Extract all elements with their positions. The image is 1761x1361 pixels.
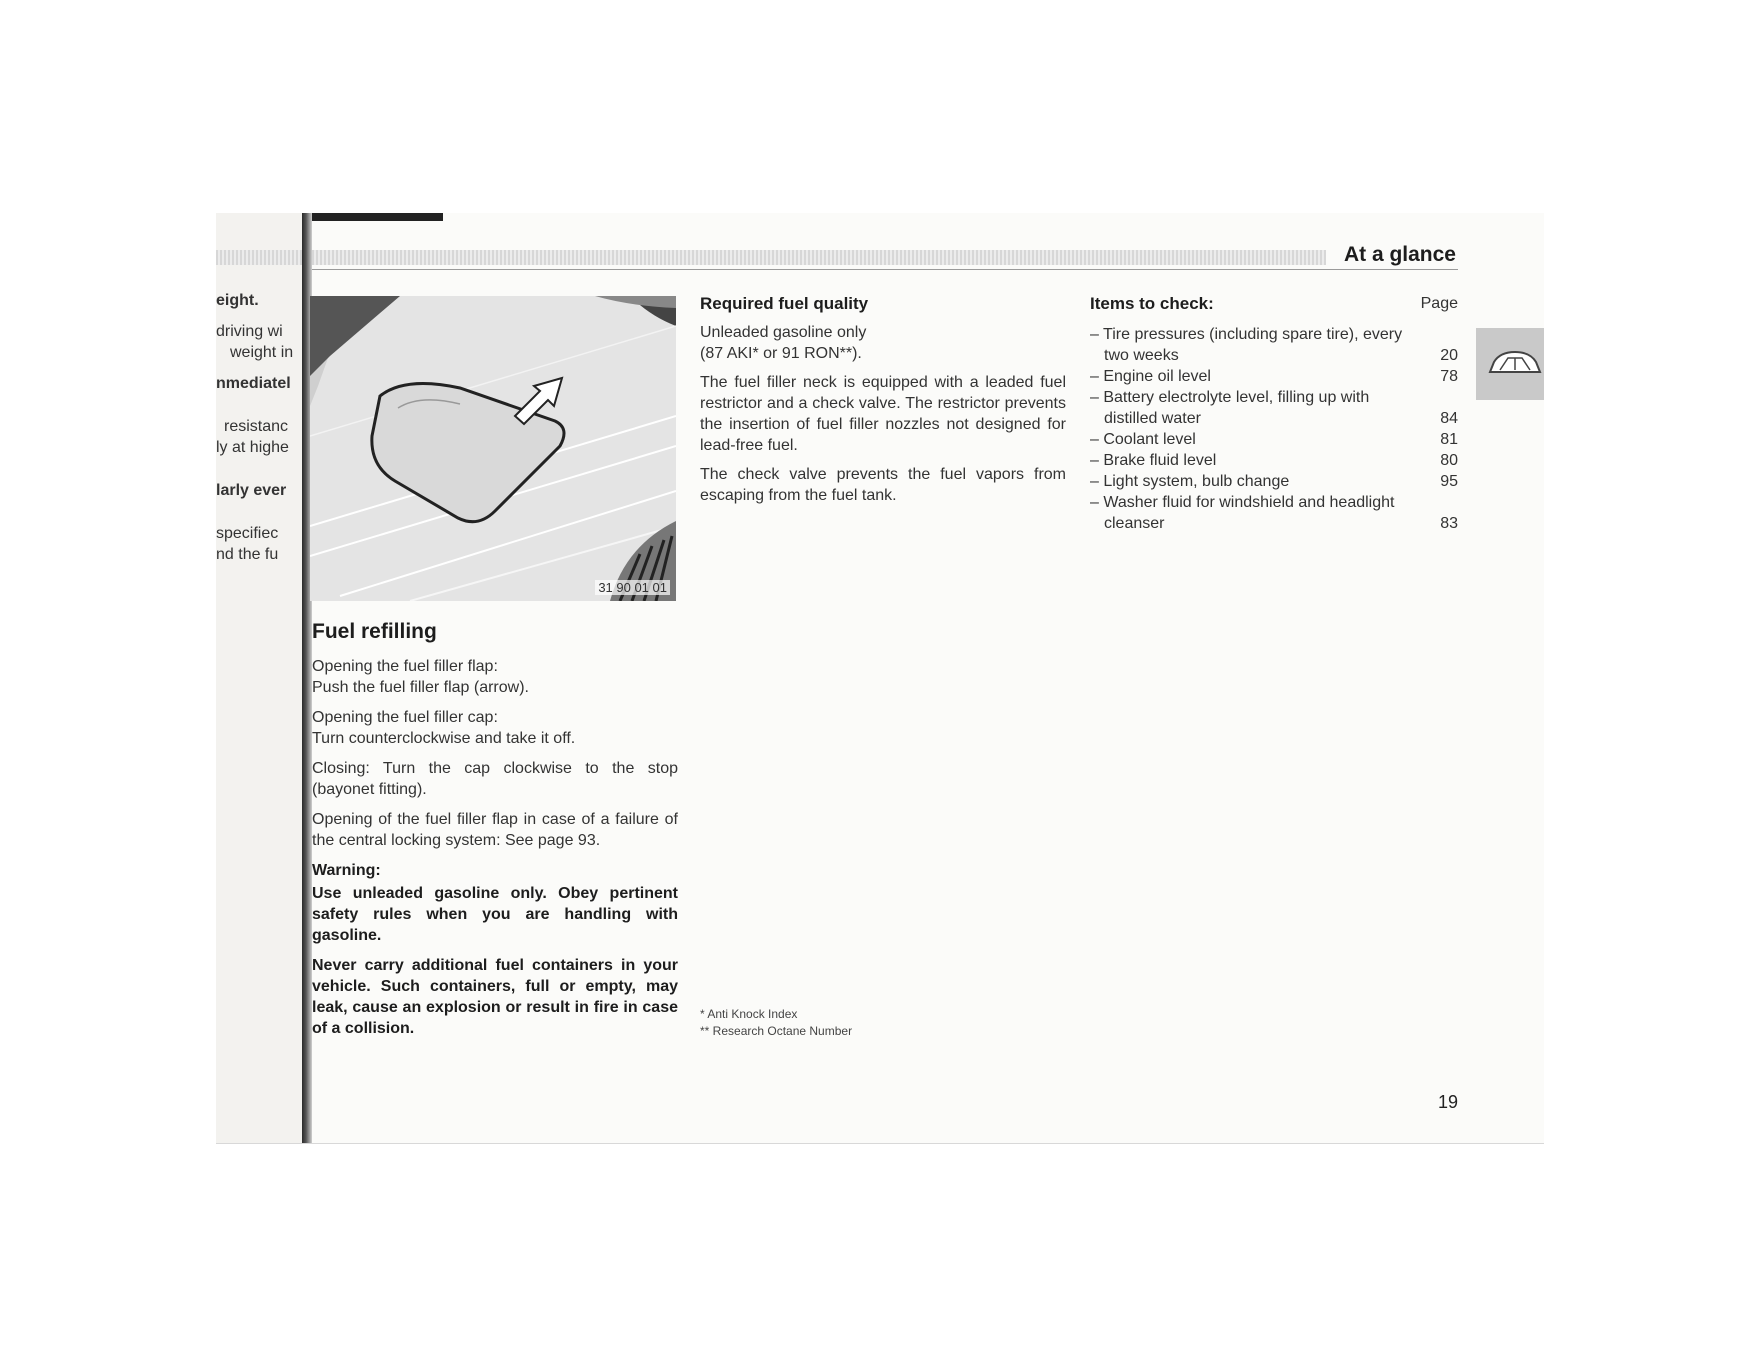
- item-page: 20: [1440, 347, 1458, 364]
- fuel-refilling-heading: Fuel refilling: [312, 620, 437, 643]
- item-text: – Battery electrolyte level, filling up with distilled water: [1090, 389, 1370, 427]
- item-text: – Coolant level: [1090, 431, 1196, 448]
- header-strip: [216, 250, 1326, 265]
- item-page: 81: [1440, 431, 1458, 448]
- item-page: 84: [1440, 410, 1458, 427]
- fragment-line: resistanc: [224, 418, 289, 435]
- fragment-line: larly ever: [216, 482, 287, 499]
- list-item: [1090, 471, 1458, 492]
- list-item: [1090, 387, 1458, 429]
- fuel-refilling-section: [312, 621, 678, 1048]
- fragment-line: driving wi: [216, 323, 283, 340]
- fuel-quality-spec: Unleaded gasoline only (87 AKI* or 91 RON**).: [700, 324, 867, 362]
- footnotes: [700, 1006, 852, 1040]
- fragment-line: nd the fu: [216, 546, 279, 563]
- closing-text: Closing: Turn the cap clockwise to the stop (bayonet fitting).: [312, 760, 678, 798]
- left-page-fragments: [216, 290, 310, 575]
- list-item: [1090, 324, 1458, 366]
- item-text: – Tire pressures (including spare tire), every two weeks: [1090, 326, 1403, 364]
- footnote-aki: * Anti Knock Index: [700, 1007, 798, 1021]
- item-text: – Engine oil level: [1090, 368, 1211, 385]
- list-item: [1090, 366, 1458, 387]
- locking-failure-text: Opening of the fuel filler flap in case of a failure of the central locking system: See page 93.: [312, 811, 678, 849]
- header-rule: [308, 269, 1458, 270]
- fragment-line: eight.: [216, 292, 259, 309]
- item-text: – Light system, bulb change: [1090, 473, 1290, 490]
- restrictor-text: The fuel filler neck is equipped with a leaded fuel restrictor and a check valve. The restrictor prevents the insertion of fuel filler nozzles not designed for lead-free fuel.: [700, 374, 1066, 454]
- fuel-filler-flap-drawing: [310, 296, 676, 601]
- footnote-ron: ** Research Octane Number: [700, 1024, 853, 1038]
- items-to-check-section: [1090, 293, 1458, 534]
- section-title: At a glance: [1343, 243, 1456, 266]
- items-to-check-heading: Items to check:: [1090, 294, 1214, 313]
- list-item: [1090, 492, 1458, 534]
- fuel-filler-flap-illustration: [310, 296, 676, 601]
- opening-flap-text: Opening the fuel filler flap: Push the fuel filler flap (arrow).: [312, 658, 529, 696]
- fragment-line: nmediatel: [216, 375, 291, 392]
- page-column-label: Page: [1420, 295, 1458, 312]
- item-page: 78: [1440, 368, 1458, 385]
- item-page: 83: [1440, 515, 1458, 532]
- opening-cap-text: Opening the fuel filler cap: Turn counterclockwise and take it off.: [312, 709, 576, 747]
- item-text: – Washer fluid for windshield and headlight cleanser: [1090, 494, 1395, 532]
- chapter-thumb-tab: [1476, 328, 1544, 400]
- warning-label: Warning:: [312, 862, 381, 879]
- car-silhouette-icon: [1486, 348, 1544, 378]
- warning-containers-text: Never carry additional fuel containers in your vehicle. Such containers, full or empty, may leak, cause an explosion or result in fire in case of a collision.: [312, 957, 678, 1037]
- check-valve-text: The check valve prevents the fuel vapors from escaping from the fuel tank.: [700, 466, 1066, 504]
- list-item: [1090, 429, 1458, 450]
- figure-code: 31 90 01 01: [595, 580, 670, 595]
- item-page: 80: [1440, 452, 1458, 469]
- fragment-line: ly at highe: [216, 439, 289, 456]
- page-number: 19: [1438, 1092, 1459, 1112]
- fragment-line: weight in: [230, 344, 294, 361]
- fuel-quality-section: [700, 293, 1066, 514]
- item-text: – Brake fluid level: [1090, 452, 1217, 469]
- warning-unleaded-text: Use unleaded gasoline only. Obey pertinent safety rules when you are handling with gasoline.: [312, 885, 678, 944]
- item-page: 95: [1440, 473, 1458, 490]
- list-item: [1090, 450, 1458, 471]
- items-header: [1090, 293, 1458, 314]
- top-bar: [308, 213, 443, 221]
- fragment-line: specifiec: [216, 525, 279, 542]
- fuel-quality-heading: Required fuel quality: [700, 294, 869, 313]
